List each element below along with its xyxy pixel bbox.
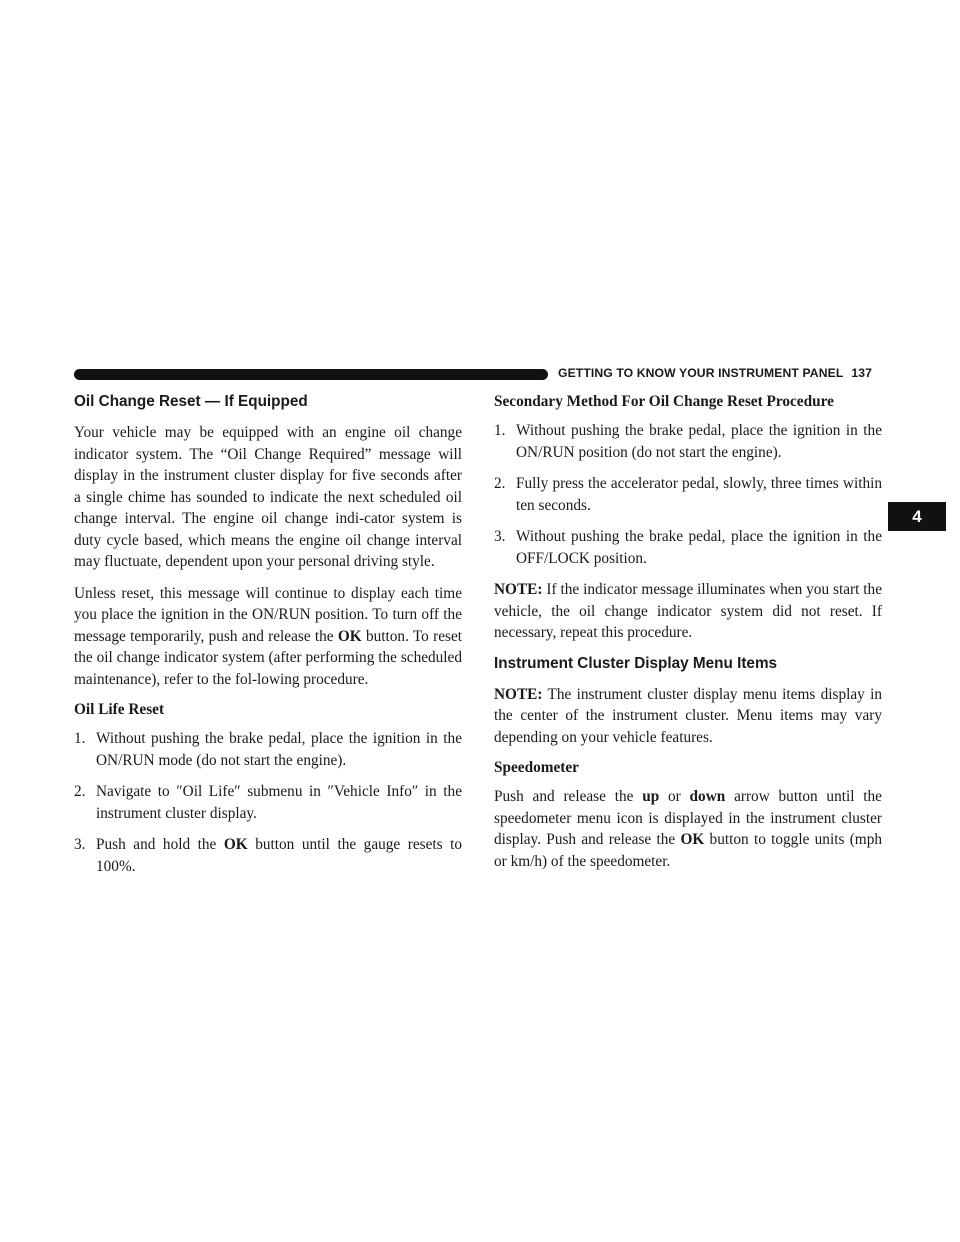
step-number: 1.	[494, 422, 506, 439]
list-item	[494, 473, 882, 516]
speedometer-subheading: Speedometer	[494, 759, 579, 776]
oil-life-steps	[74, 728, 462, 877]
step-text: Fully press the accelerator pedal, slowly, three times within ten seconds.	[516, 475, 882, 514]
running-header	[558, 366, 878, 380]
down-button-ref: down	[689, 788, 726, 805]
left-column	[74, 392, 462, 887]
speedo-or: or	[659, 788, 690, 805]
step-text-a: Push and hold the	[96, 836, 224, 853]
speedometer-paragraph	[494, 786, 882, 872]
oil-life-reset-subheading: Oil Life Reset	[74, 701, 165, 718]
speedo-text-b: arrow button until the speedometer menu icon is displayed in the instrument cluster display. Push and release the	[494, 788, 882, 848]
reset-text-b: button. To reset the oil change indicator system (after performing the scheduled maintenance), refer to the fol-lowing procedure.	[74, 627, 462, 688]
speedo-text-c: button to toggle units (mph or km/h) of the speedometer.	[494, 831, 882, 870]
step-number: 3.	[494, 528, 506, 545]
note-paragraph	[494, 684, 882, 749]
list-item	[74, 781, 462, 824]
right-column	[494, 392, 882, 882]
up-button-ref: up	[642, 788, 660, 805]
list-item	[74, 834, 462, 877]
secondary-method-subheading: Secondary Method For Oil Change Reset Procedure	[494, 393, 834, 410]
cluster-menu-heading: Instrument Cluster Display Menu Items	[494, 654, 778, 672]
chapter-tab: 4	[888, 502, 946, 531]
list-item	[74, 728, 462, 771]
note-label: NOTE:	[494, 685, 543, 703]
ok-button-ref: OK	[680, 831, 705, 848]
step-number: 2.	[74, 783, 86, 800]
note-paragraph	[494, 579, 882, 644]
note-text: The instrument cluster display menu items display in the center of the instrument cluster. Menu items may vary depending on your vehicle features.	[494, 685, 882, 746]
step-text: Without pushing the brake pedal, place the ignition in the ON/RUN position (do not start the engine).	[516, 422, 882, 461]
page-number: 137	[851, 366, 873, 380]
header-rule	[74, 369, 548, 380]
reset-paragraph	[74, 583, 462, 691]
speedo-text-a: Push and release the	[494, 788, 643, 805]
secondary-steps	[494, 420, 882, 569]
step-number: 2.	[494, 475, 506, 492]
step-text: Without pushing the brake pedal, place the ignition in the OFF/LOCK position.	[516, 528, 882, 567]
step-text: Without pushing the brake pedal, place the ignition in the ON/RUN mode (do not start the engine).	[96, 730, 462, 769]
step-text-b: button until the gauge resets to 100%.	[96, 836, 462, 875]
oil-change-reset-heading: Oil Change Reset — If Equipped	[74, 393, 308, 410]
ok-button-ref: OK	[223, 836, 248, 853]
intro-paragraph: Your vehicle may be equipped with an engine oil change indicator system. The “Oil Change Required” message will display in the instrument cluster display for five seconds after a single chime has sounded to indicate the next scheduled oil change interval. The engine oil change indi-cator system is duty cycle based, which means the engine oil change interval may fluctuate, dependent upon your personal driving style.	[74, 424, 462, 570]
list-item	[494, 526, 882, 569]
section-title: GETTING TO KNOW YOUR INSTRUMENT PANEL	[558, 366, 844, 380]
step-text: Navigate to ″Oil Life″ submenu in ″Vehicle Info″ in the instrument cluster display.	[96, 783, 462, 822]
step-number: 3.	[74, 836, 86, 853]
reset-text-a: Unless reset, this message will continue to display each time you place the ignition in the ON/RUN position. To turn off the message temporarily, push and release the	[74, 584, 462, 645]
step-number: 1.	[74, 730, 86, 747]
ok-button-ref: OK	[337, 627, 362, 645]
note-text: If the indicator message illuminates when you start the vehicle, the oil change indicator system did not reset. If necessary, repeat this procedure.	[494, 581, 882, 641]
list-item	[494, 420, 882, 463]
note-label: NOTE:	[494, 581, 543, 598]
